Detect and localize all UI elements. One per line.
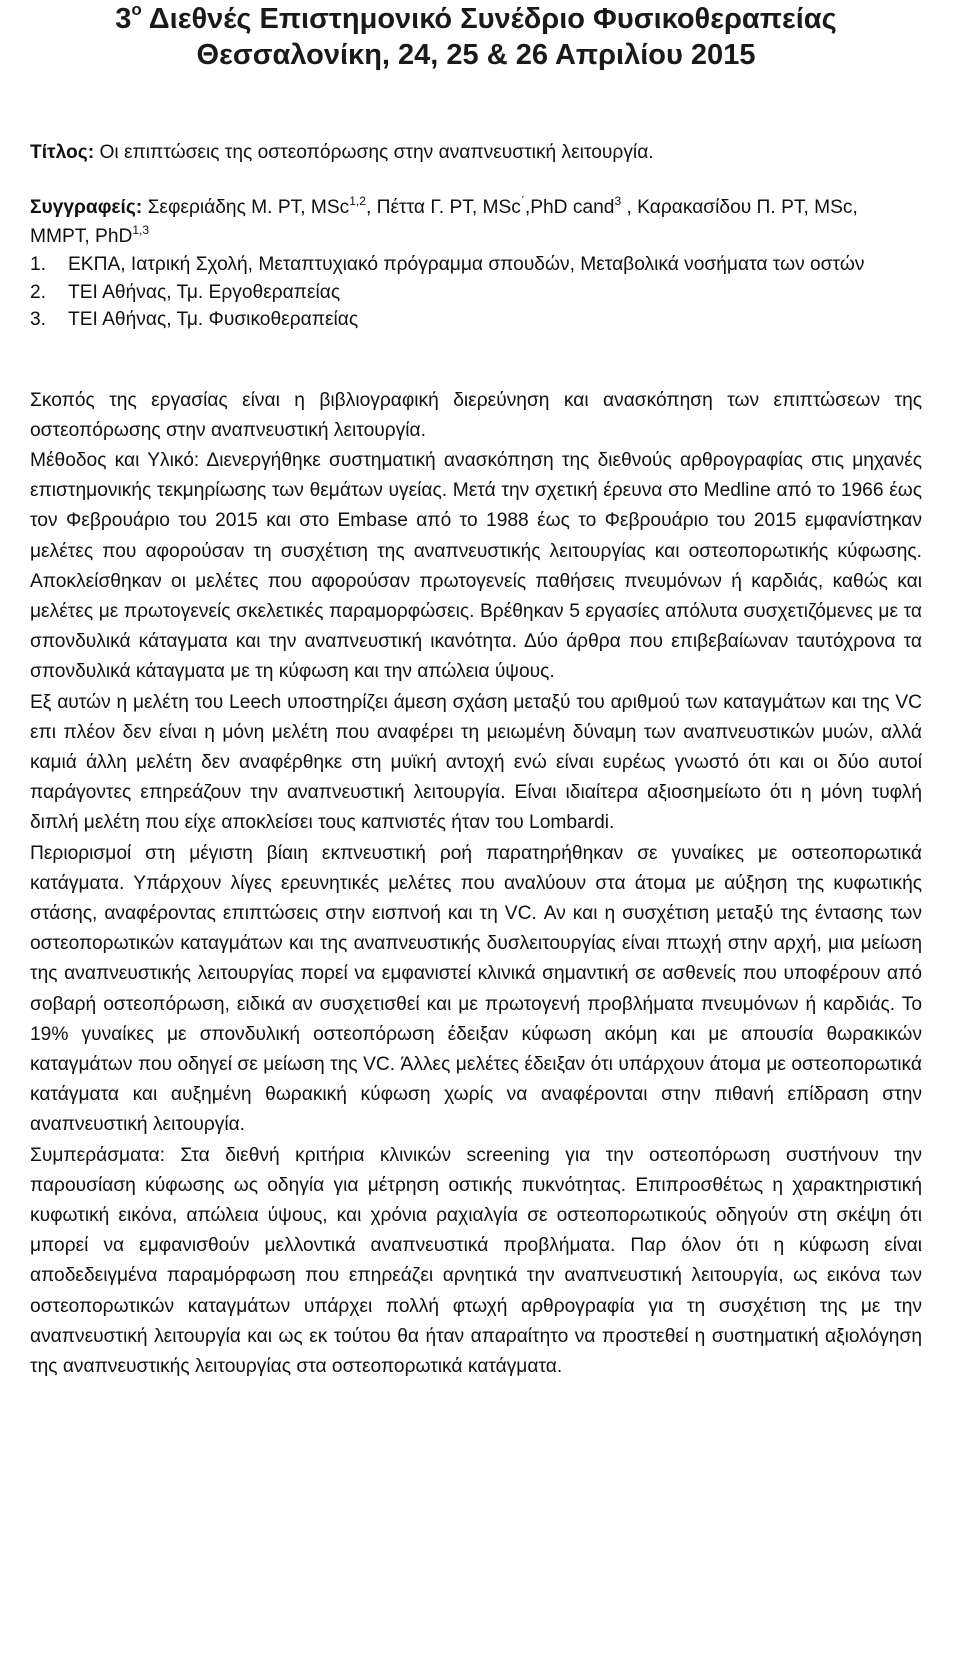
limitations-paragraph: Περιορισμοί στη μέγιστη βίαιη εκπνευστική ροή παρατηρήθηκαν σε γυναίκες με οστεοπορωτικά κατάγματα. Υπάρχουν λίγες ερευνητικές μελέτες που αναλύουν στα άτομα με αύξηση της κυφωτικής στάσης, αναφέροντας επιπτώσεις στην εισπνοή και τη VC. Αν και η συσχέτιση μεταξύ της έντασης των οστεοπορωτικών καταγμάτων και της αναπνευστικής δυσλειτουργίας είναι πτωχή στην αρχή, μια μείωση της αναπνευστικής λειτουργίας πορεί να εμφανιστεί κλινικά σημαντική σε ασθενείς που υποφέρουν από σοβαρή οστεοπόρωση, ειδικά αν συσχετισθεί και με πρωτογενή προβλήματα πνευμόνων ή καρδιάς. Το 19% γυναίκες με σπονδυλική οστεοπόρωση έδειξαν κύφωση ακόμη και με απουσία θωρακικών καταγμάτων που οδηγεί σε μείωση της VC. Άλλες μελέτες έδειξαν ότι υπάρχουν άτομα με οστεοπορωτικά κατάγματα και αυξημένη θωρακική κύφωση χωρίς να αναφέρονται στην πιθανή επίδραση στην αναπνευστική λειτουργία. bbox=[30, 842, 922, 1136]
affiliation-item bbox=[30, 279, 922, 307]
title-text: Οι επιπτώσεις της οστεοπόρωσης στην αναπνευστική λειτουργία. bbox=[94, 142, 654, 163]
conference-title bbox=[30, 1, 922, 37]
conclusions-paragraph: Συμπεράσματα: Στα διεθνή κριτήρια κλινικών screening για την οστεοπόρωση συστήνουν την παρουσίαση κύφωσης ως οδηγία για μέτρηση οστικής πυκνότητας. Επιπροσθέτως η χαρακτηριστική κυφωτική εικόνα, απώλεια ύψους, και χρόνια ραχιαλγία σε οστεοπορωτικούς οδηγούν στη σκέψη ότι μπορεί να εμφανισθούν μελλοντικά αναπνευστικά προβλήματα. Παρ όλον ότι η κύφωση είναι αποδεδειγμένα παραμόρφωση που επηρεάζει αρνητικά την αναπνευστική λειτουργία, ως εικόνα των οστεοπορωτικών καταγμάτων υπάρχει πολλή φτωχή αρθρογραφία για τη συσχέτιση της με την αναπνευστική λειτουργία και ως εκ τούτου θα ήταν απαραίτητο να προστεθεί η συστηματική αξιολόγηση της αναπνευστικής λειτουργίας στα οστεοπορωτικά κατάγματα. bbox=[30, 1144, 922, 1377]
affiliations-list bbox=[30, 251, 922, 334]
author-3-affiliation: 1,3 bbox=[132, 223, 150, 237]
affiliation-text: ΤΕΙ Αθήνας, Τμ. Εργοθεραπείας bbox=[68, 281, 341, 303]
author-1: Σεφεριάδης Μ. PT, MSc bbox=[142, 197, 350, 218]
abstract-title bbox=[30, 141, 922, 165]
authors-label: Συγγραφείς: bbox=[30, 197, 143, 218]
conference-header bbox=[30, 0, 922, 73]
authors-line bbox=[30, 193, 922, 251]
ordinal-superscript: ο bbox=[131, 0, 142, 19]
conference-ordinal: 3 bbox=[115, 3, 132, 35]
aim-paragraph: Σκοπός της εργασίας είναι η βιβλιογραφική διερεύνηση και ανασκόπηση των επιπτώσεων της οστεοπόρωσης στην αναπνευστική λειτουργία. bbox=[30, 389, 922, 441]
author-2: , Πέττα Γ. PT, MSc bbox=[365, 197, 521, 218]
conference-location-dates: Θεσσαλονίκη, 24, 25 & 26 Απριλίου 2015 bbox=[196, 39, 756, 71]
author-3: , Καρακασίδου Π. PT, MSc, MMPT, PhD bbox=[30, 197, 858, 247]
affiliation-text: ΕΚΠΑ, Ιατρική Σχολή, Μεταπτυχιακό πρόγραμμα σπουδών, Μεταβολικά νοσήματα των οστών bbox=[68, 254, 865, 275]
findings-paragraph: Εξ αυτών η μελέτη του Leech υποστηρίζει άμεση σχάση μεταξύ του αριθμού των καταγμάτων και της VC επι πλέον δεν είναι η μόνη μελέτη που αναφέρει τη μειωμένη δύναμη των αναπνευστικών μυών, αλλά καμιά άλλη μελέτη δεν αναφέρθηκε στη μυϊκή αντοχή ενώ είναι ευρέως γνωστό ότι και οι δύο αυτοί παράγοντες επηρεάζουν την αναπνευστική λειτουργία. Είναι ιδιαίτερα αξιοσημείωτο ότι η μόνη τυφλή διπλή μελέτη που είχε αποκλείσει τους καπνιστές ήταν του Lombardi. bbox=[30, 691, 922, 834]
author-1-affiliation: 1,2 bbox=[349, 194, 366, 208]
affiliation-item bbox=[30, 306, 922, 334]
conference-name: Διεθνές Επιστημονικό Συνέδριο Φυσικοθεραπείας bbox=[141, 3, 837, 35]
title-label: Τίτλος: bbox=[30, 142, 95, 163]
affiliation-item bbox=[30, 251, 922, 279]
affiliation-text: ΤΕΙ Αθήνας, Τμ. Φυσικοθεραπείας bbox=[68, 309, 359, 330]
affiliation-number: 2. bbox=[30, 281, 47, 303]
author-2-degree: ,PhD cand bbox=[524, 197, 615, 218]
abstract-body bbox=[30, 386, 922, 1383]
methods-paragraph: Μέθοδος και Υλικό: Διενεργήθηκε συστηματική ανασκόπηση της διεθνούς αρθρογραφίας στις μηχανές επιστημονικής τεκμηρίωσης των θεμάτων υγείας. Μετά την σχετική έρευνα στο Medline από το 1966 έως τον Φεβρουάριο του 2015 και στο Embase από το 1988 έως το Φεβρουάριο του 2015 εμφανίστηκαν μελέτες που αφορούσαν τη συσχέτιση της αναπνευστικής λειτουργίας και οστεοπορωτικής κύφωσης. Αποκλείσθηκαν οι μελέτες που αφορούσαν πρωτογενείς παθήσεις πνευμόνων ή καρδιάς, καθώς και μελέτες με πρωτογενείς σκελετικές παραμορφώσεις. Βρέθηκαν 5 εργασίες απόλυτα συσχετιζόμενες με τα σπονδυλικά κάταγματα και την αναπνευστική ικανότητα. Δύο άρθρα που επιβεβαίωναν ταυτόχρονα τα σπονδυλικά κάταγματα με τη κύφωση και την απώλεια ύψους. bbox=[30, 449, 922, 683]
affiliation-number: 3. bbox=[30, 309, 47, 330]
affiliation-number: 1. bbox=[30, 254, 47, 275]
author-2-mark: ΄ bbox=[520, 194, 525, 208]
author-2-affiliation: 3 bbox=[614, 194, 622, 208]
